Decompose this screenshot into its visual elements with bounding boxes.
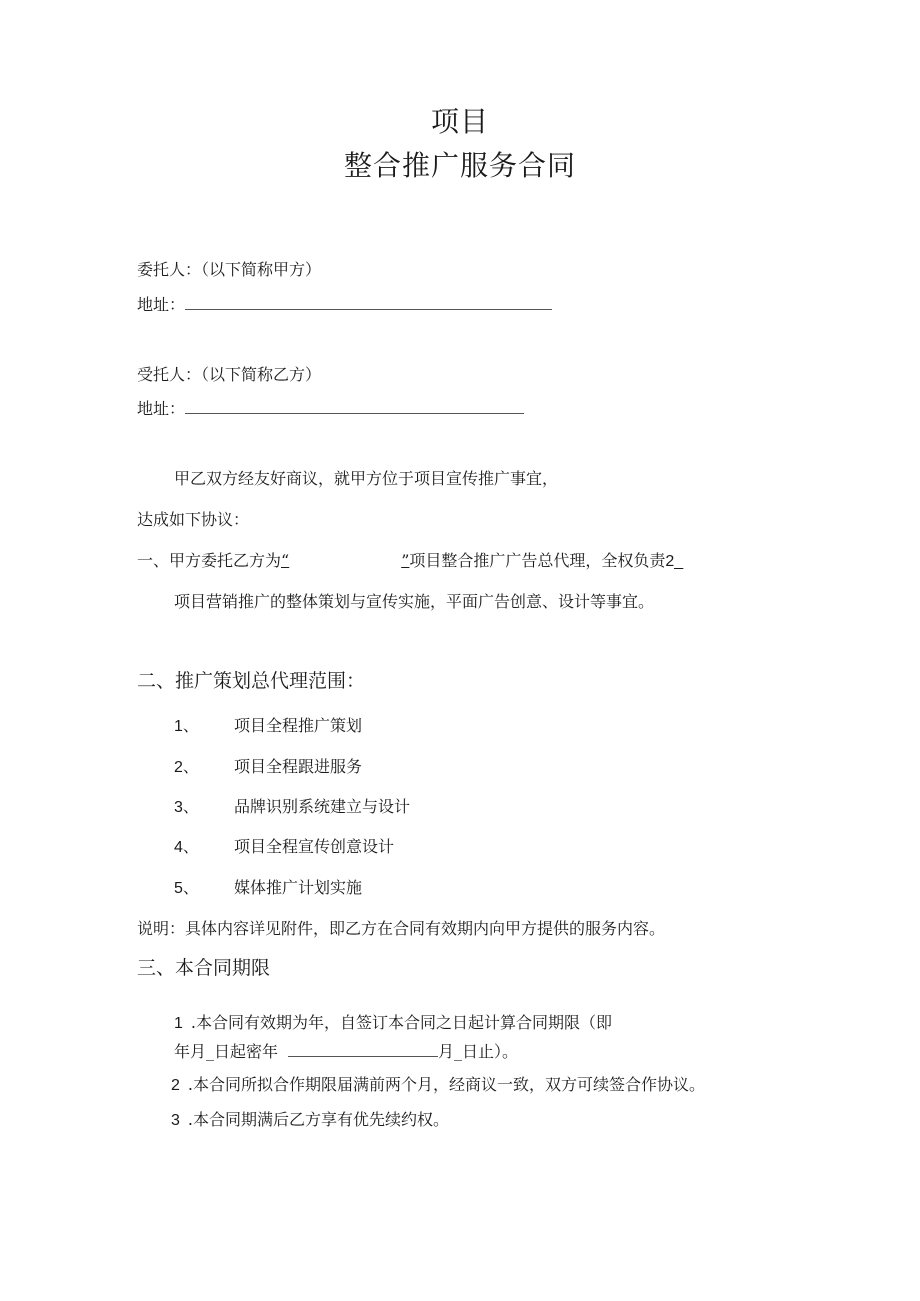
term-item-text: .本合同有效期为年，自签订本合同之日起计算合同期限（即 [190,1013,612,1032]
list-item [174,713,199,736]
open-quote: “ [281,551,290,570]
term-item-number: 3 [171,1112,180,1129]
list-item-number: 3、 [174,799,199,816]
list-item-number: 5、 [174,880,199,897]
term-item-1-continued [174,1039,518,1062]
intro-line-2: 达成如下协议： [137,510,250,529]
term-end-blank [288,1055,438,1057]
list-item-text: 媒体推广计划实施 [234,878,363,897]
party-a-label: 委托人：（以下简称甲方） [137,260,322,279]
list-item-number: 2、 [174,759,199,776]
party-b-address [137,396,524,419]
close-quote: ” [401,551,410,570]
clause-2-heading: 二、推广策划总代理范围： [137,670,366,692]
list-item [174,834,199,857]
term-item-2 [171,1072,705,1095]
list-item-text: 项目全程推广策划 [234,716,363,735]
term-item-number: 1 [174,1015,183,1032]
term-item-1 [174,1010,612,1033]
list-item-number: 1、 [174,718,199,735]
clause-1-line-1 [137,548,683,571]
party-b-address-blank [185,412,524,414]
list-item-number: 4、 [174,839,199,856]
clause-1-line-2: 项目营销推广的整体策划与宣传实施，平面广告创意、设计等事宜。 [174,592,655,611]
clause-1-prefix: 一、甲方委托乙方为 [137,551,282,570]
clause-1-tail: 2_ [665,553,684,570]
list-item-text: 项目全程宣传创意设计 [234,837,395,856]
term-item-number: 2 [171,1077,180,1094]
list-item [174,754,199,777]
list-item-text: 项目全程跟进服务 [234,757,363,776]
list-item-text: 品牌识别系统建立与设计 [234,797,411,816]
clause-1-project-blank [281,551,409,570]
party-a-address-label: 地址： [137,295,186,314]
term-item-3 [171,1107,449,1130]
term-item-1-end-text: 月_日止）。 [438,1042,519,1061]
party-a-address [137,292,552,315]
party-b-address-label: 地址： [137,399,186,418]
clause-2-note: 说明：具体内容详见附件，即乙方在合同有效期内向甲方提供的服务内容。 [137,919,666,938]
list-item [174,875,199,898]
intro-line-1: 甲乙双方经友好商议，就甲方位于项目宣传推广事宜， [174,469,559,488]
clause-1-middle: 项目整合推广广告总代理，全权负责 [409,551,666,570]
party-a-address-blank [185,308,552,310]
term-item-1-start-text: 年月_日起密年 [174,1042,279,1061]
clause-3-heading: 三、本合同期限 [137,957,271,979]
term-item-text: .本合同所拟合作期限届满前两个月，经商议一致，双方可续签合作协议。 [187,1075,705,1094]
term-item-text: .本合同期满后乙方享有优先续约权。 [187,1110,449,1129]
list-item [174,794,199,817]
title-line-2: 整合推广服务合同 [343,149,576,182]
title-line-1: 项目 [430,105,489,138]
party-b-label: 受托人：（以下简称乙方） [137,365,322,384]
